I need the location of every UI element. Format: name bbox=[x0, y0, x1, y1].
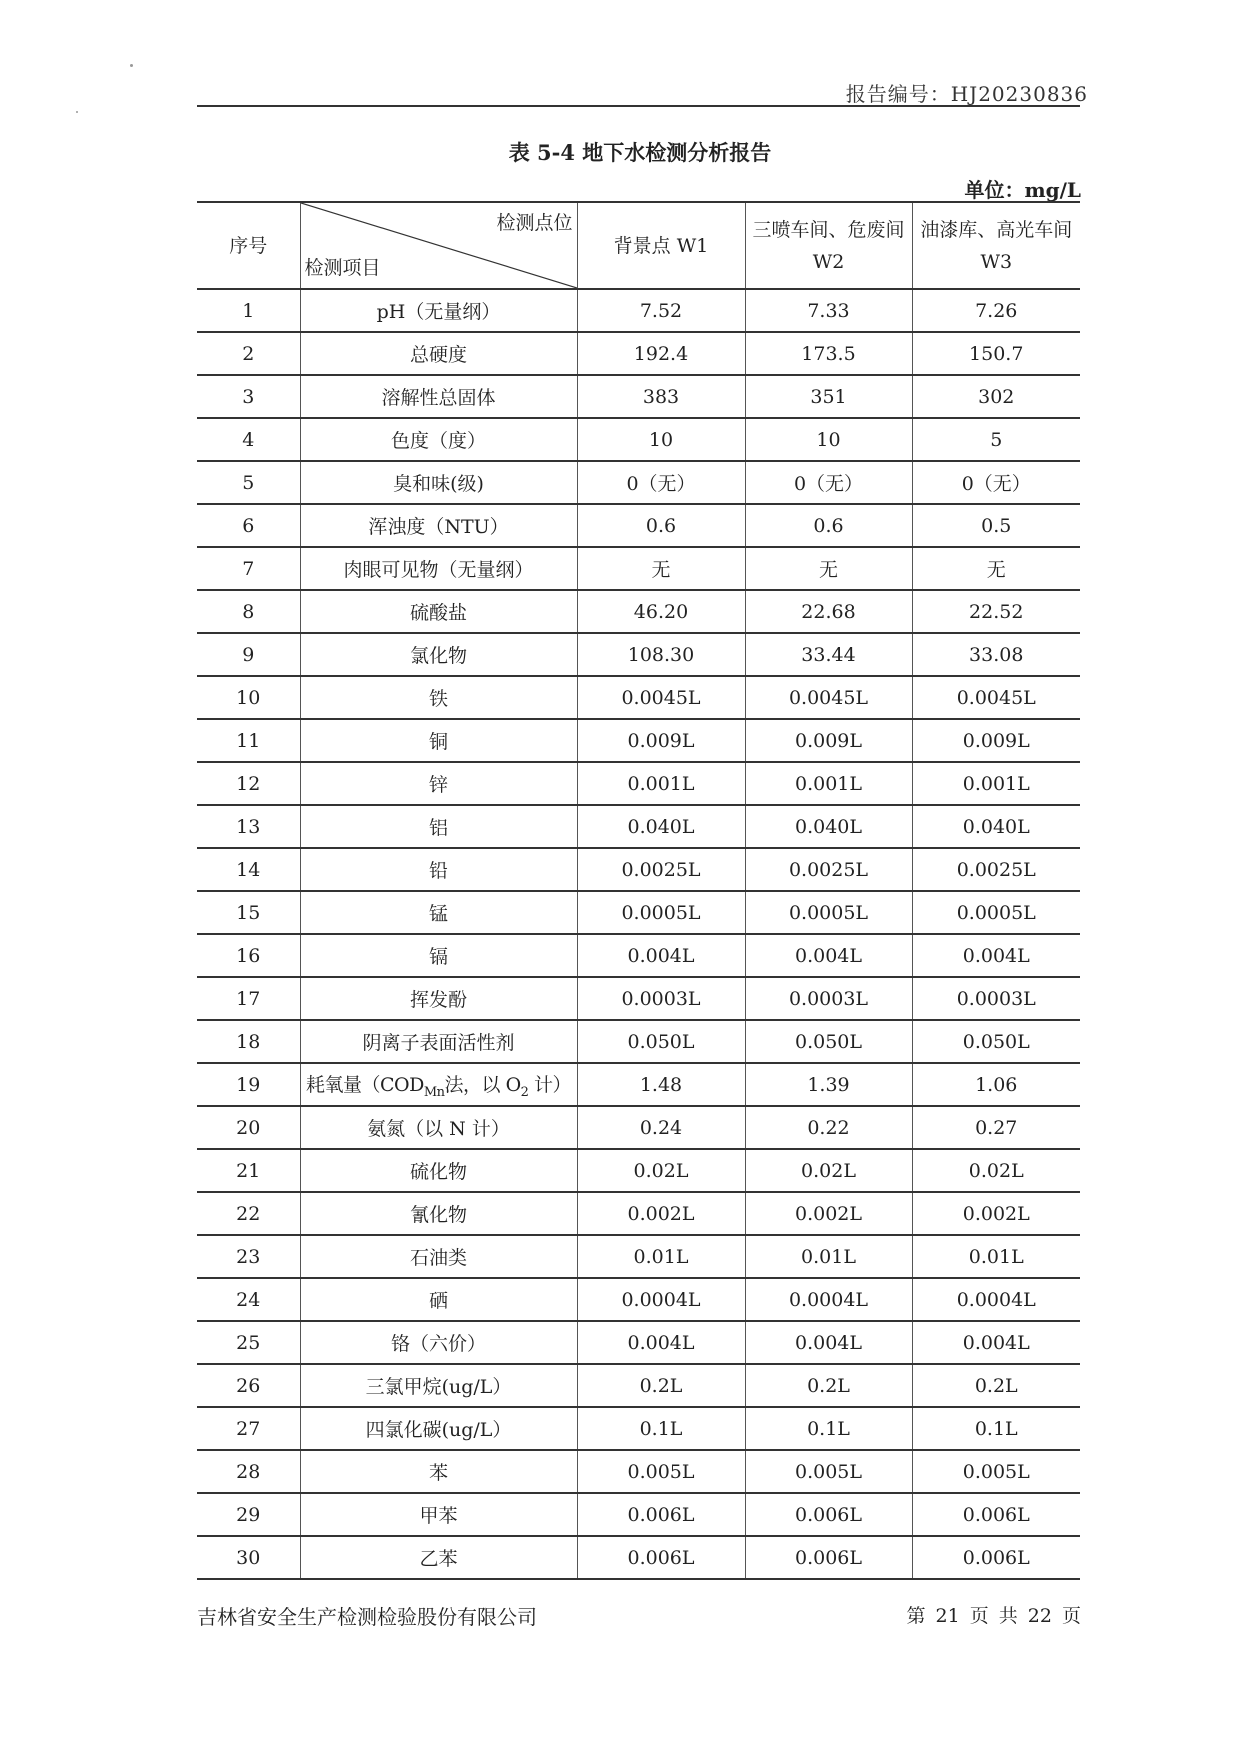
cell-w1: 0.02L bbox=[577, 1149, 745, 1192]
cell-w3: 0.004L bbox=[912, 934, 1080, 977]
cell-item: 氰化物 bbox=[300, 1192, 577, 1235]
cell-w2: 0.0003L bbox=[745, 977, 912, 1020]
cell-item: 阴离子表面活性剂 bbox=[300, 1020, 577, 1063]
cell-seq: 21 bbox=[197, 1149, 300, 1192]
table-row bbox=[197, 891, 1080, 934]
table-row bbox=[197, 1493, 1080, 1536]
cell-w2: 7.33 bbox=[745, 289, 912, 332]
cell-w1: 0.0004L bbox=[577, 1278, 745, 1321]
cell-w1: 0.0045L bbox=[577, 676, 745, 719]
cell-w2: 0.040L bbox=[745, 805, 912, 848]
cell-seq: 16 bbox=[197, 934, 300, 977]
cell-w2: 351 bbox=[745, 375, 912, 418]
header-w3 bbox=[912, 202, 1080, 289]
cell-w3: 0.006L bbox=[912, 1536, 1080, 1579]
header-location-label: 检测点位 bbox=[496, 212, 573, 234]
header-w1: 背景点 W1 bbox=[577, 202, 745, 289]
cell-seq: 15 bbox=[197, 891, 300, 934]
cell-w1: 0.009L bbox=[577, 719, 745, 762]
cell-w2: 0.001L bbox=[745, 762, 912, 805]
cell-w3: 0.0005L bbox=[912, 891, 1080, 934]
cell-w2: 0.01L bbox=[745, 1235, 912, 1278]
cell-seq: 2 bbox=[197, 332, 300, 375]
table-row bbox=[197, 762, 1080, 805]
cell-seq: 14 bbox=[197, 848, 300, 891]
cell-w2: 无 bbox=[745, 547, 912, 590]
table-row bbox=[197, 418, 1080, 461]
cell-seq: 13 bbox=[197, 805, 300, 848]
table-row bbox=[197, 1450, 1080, 1493]
cell-item: pH（无量纲） bbox=[300, 289, 577, 332]
cell-item bbox=[300, 1063, 577, 1106]
cell-seq: 9 bbox=[197, 633, 300, 676]
cell-w2: 33.44 bbox=[745, 633, 912, 676]
table-row bbox=[197, 461, 1080, 504]
table-row bbox=[197, 547, 1080, 590]
table-row bbox=[197, 633, 1080, 676]
cell-w3: 0.0004L bbox=[912, 1278, 1080, 1321]
cell-w3: 0.005L bbox=[912, 1450, 1080, 1493]
cell-item: 锰 bbox=[300, 891, 577, 934]
cell-seq: 7 bbox=[197, 547, 300, 590]
cell-w1: 0.2L bbox=[577, 1364, 745, 1407]
cell-seq: 22 bbox=[197, 1192, 300, 1235]
cell-item: 三氯甲烷(ug/L） bbox=[300, 1364, 577, 1407]
cell-seq: 28 bbox=[197, 1450, 300, 1493]
cell-w2: 0.02L bbox=[745, 1149, 912, 1192]
cell-w3: 0.0025L bbox=[912, 848, 1080, 891]
header-w2 bbox=[745, 202, 912, 289]
cell-item: 色度（度） bbox=[300, 418, 577, 461]
cell-w3: 22.52 bbox=[912, 590, 1080, 633]
cell-item: 硫化物 bbox=[300, 1149, 577, 1192]
cell-seq: 12 bbox=[197, 762, 300, 805]
cell-seq: 1 bbox=[197, 289, 300, 332]
table-row bbox=[197, 1192, 1080, 1235]
cell-w1: 0（无） bbox=[577, 461, 745, 504]
cell-item-part: 计） bbox=[528, 1073, 571, 1096]
header-w2-line2: W2 bbox=[812, 250, 845, 273]
cell-seq: 8 bbox=[197, 590, 300, 633]
cell-seq: 5 bbox=[197, 461, 300, 504]
cell-item-part: Mn bbox=[423, 1084, 445, 1100]
cell-w3: 1.06 bbox=[912, 1063, 1080, 1106]
cell-w1: 10 bbox=[577, 418, 745, 461]
cell-w2: 1.39 bbox=[745, 1063, 912, 1106]
cell-seq: 18 bbox=[197, 1020, 300, 1063]
cell-w1: 无 bbox=[577, 547, 745, 590]
cell-w3: 0.002L bbox=[912, 1192, 1080, 1235]
cell-w1: 192.4 bbox=[577, 332, 745, 375]
cell-w1: 0.050L bbox=[577, 1020, 745, 1063]
cell-w1: 0.004L bbox=[577, 1321, 745, 1364]
cell-seq: 6 bbox=[197, 504, 300, 547]
cell-w1: 0.0005L bbox=[577, 891, 745, 934]
table-row bbox=[197, 590, 1080, 633]
report-number: 报告编号：HJ20230836 bbox=[845, 82, 1088, 106]
table-row bbox=[197, 977, 1080, 1020]
header-w2-line1: 三喷车间、危废间 bbox=[752, 218, 905, 241]
cell-w2: 0.004L bbox=[745, 1321, 912, 1364]
cell-item: 四氯化碳(ug/L） bbox=[300, 1407, 577, 1450]
cell-w3: 33.08 bbox=[912, 633, 1080, 676]
cell-w3: 0（无） bbox=[912, 461, 1080, 504]
cell-seq: 19 bbox=[197, 1063, 300, 1106]
table-row bbox=[197, 504, 1080, 547]
cell-w2: 0（无） bbox=[745, 461, 912, 504]
cell-w3: 0.050L bbox=[912, 1020, 1080, 1063]
cell-w3: 0.5 bbox=[912, 504, 1080, 547]
header-item-label: 检测项目 bbox=[304, 257, 381, 279]
table-row bbox=[197, 1235, 1080, 1278]
cell-item: 铁 bbox=[300, 676, 577, 719]
cell-w2: 0.006L bbox=[745, 1493, 912, 1536]
cell-item: 肉眼可见物（无量纲） bbox=[300, 547, 577, 590]
cell-w1: 0.0025L bbox=[577, 848, 745, 891]
cell-w2: 0.005L bbox=[745, 1450, 912, 1493]
table-row bbox=[197, 1063, 1080, 1106]
cell-w3: 0.001L bbox=[912, 762, 1080, 805]
scan-speck bbox=[130, 64, 133, 67]
table-row bbox=[197, 1020, 1080, 1063]
cell-seq: 17 bbox=[197, 977, 300, 1020]
cell-item: 镉 bbox=[300, 934, 577, 977]
cell-w1: 0.004L bbox=[577, 934, 745, 977]
table-row bbox=[197, 1536, 1080, 1579]
table-row bbox=[197, 289, 1080, 332]
cell-item: 浑浊度（NTU） bbox=[300, 504, 577, 547]
cell-item: 乙苯 bbox=[300, 1536, 577, 1579]
cell-w2: 0.1L bbox=[745, 1407, 912, 1450]
cell-w3: 0.2L bbox=[912, 1364, 1080, 1407]
cell-w2: 173.5 bbox=[745, 332, 912, 375]
cell-w1: 0.002L bbox=[577, 1192, 745, 1235]
footer-page-number: 第 21 页 共 22 页 bbox=[906, 1605, 1081, 1627]
cell-item: 铝 bbox=[300, 805, 577, 848]
cell-w2: 0.6 bbox=[745, 504, 912, 547]
cell-w1: 0.0003L bbox=[577, 977, 745, 1020]
header-diagonal-cell bbox=[300, 202, 577, 289]
table-row bbox=[197, 934, 1080, 977]
table-row bbox=[197, 676, 1080, 719]
cell-item: 铅 bbox=[300, 848, 577, 891]
cell-item: 硫酸盐 bbox=[300, 590, 577, 633]
cell-w3: 无 bbox=[912, 547, 1080, 590]
cell-item: 氯化物 bbox=[300, 633, 577, 676]
scan-speck bbox=[76, 111, 78, 113]
cell-item: 氨氮（以 N 计） bbox=[300, 1106, 577, 1149]
cell-w1: 7.52 bbox=[577, 289, 745, 332]
cell-item: 苯 bbox=[300, 1450, 577, 1493]
table-row bbox=[197, 1278, 1080, 1321]
cell-w2: 0.002L bbox=[745, 1192, 912, 1235]
cell-w2: 10 bbox=[745, 418, 912, 461]
cell-item: 铜 bbox=[300, 719, 577, 762]
cell-w2: 0.009L bbox=[745, 719, 912, 762]
cell-w3: 0.006L bbox=[912, 1493, 1080, 1536]
table-row bbox=[197, 1149, 1080, 1192]
cell-w3: 0.004L bbox=[912, 1321, 1080, 1364]
table-row bbox=[197, 805, 1080, 848]
cell-w2: 0.0045L bbox=[745, 676, 912, 719]
cell-w3: 150.7 bbox=[912, 332, 1080, 375]
header-w3-line1: 油漆库、高光车间 bbox=[920, 218, 1073, 241]
cell-w1: 108.30 bbox=[577, 633, 745, 676]
cell-w2: 0.0025L bbox=[745, 848, 912, 891]
table-header-row bbox=[197, 202, 1080, 289]
cell-w3: 0.27 bbox=[912, 1106, 1080, 1149]
cell-item: 石油类 bbox=[300, 1235, 577, 1278]
cell-w2: 0.0004L bbox=[745, 1278, 912, 1321]
cell-w1: 1.48 bbox=[577, 1063, 745, 1106]
cell-w3: 0.02L bbox=[912, 1149, 1080, 1192]
table-row bbox=[197, 1364, 1080, 1407]
cell-item: 溶解性总固体 bbox=[300, 375, 577, 418]
cell-w2: 0.050L bbox=[745, 1020, 912, 1063]
cell-w2: 0.0005L bbox=[745, 891, 912, 934]
cell-w3: 5 bbox=[912, 418, 1080, 461]
cell-w1: 0.24 bbox=[577, 1106, 745, 1149]
cell-w2: 0.006L bbox=[745, 1536, 912, 1579]
cell-item: 总硬度 bbox=[300, 332, 577, 375]
unit-label: 单位：mg/L bbox=[964, 178, 1081, 202]
cell-w1: 383 bbox=[577, 375, 745, 418]
cell-seq: 25 bbox=[197, 1321, 300, 1364]
cell-w3: 7.26 bbox=[912, 289, 1080, 332]
cell-item: 铬（六价） bbox=[300, 1321, 577, 1364]
cell-w3: 0.1L bbox=[912, 1407, 1080, 1450]
cell-seq: 4 bbox=[197, 418, 300, 461]
cell-w1: 0.1L bbox=[577, 1407, 745, 1450]
cell-w1: 0.006L bbox=[577, 1536, 745, 1579]
cell-seq: 11 bbox=[197, 719, 300, 762]
cell-w1: 0.01L bbox=[577, 1235, 745, 1278]
cell-w1: 0.6 bbox=[577, 504, 745, 547]
cell-item-part: 2 bbox=[520, 1084, 529, 1100]
cell-seq: 3 bbox=[197, 375, 300, 418]
cell-item: 挥发酚 bbox=[300, 977, 577, 1020]
cell-w2: 0.22 bbox=[745, 1106, 912, 1149]
cell-w2: 0.2L bbox=[745, 1364, 912, 1407]
cell-w3: 302 bbox=[912, 375, 1080, 418]
cell-item: 硒 bbox=[300, 1278, 577, 1321]
cell-item-part: 法，以 O bbox=[444, 1073, 521, 1096]
table-row bbox=[197, 1407, 1080, 1450]
table-row bbox=[197, 719, 1080, 762]
cell-w1: 0.001L bbox=[577, 762, 745, 805]
cell-seq: 27 bbox=[197, 1407, 300, 1450]
cell-w2: 0.004L bbox=[745, 934, 912, 977]
cell-w3: 0.01L bbox=[912, 1235, 1080, 1278]
cell-item: 臭和味(级) bbox=[300, 461, 577, 504]
cell-seq: 24 bbox=[197, 1278, 300, 1321]
table-row bbox=[197, 332, 1080, 375]
cell-w1: 0.005L bbox=[577, 1450, 745, 1493]
cell-w3: 0.009L bbox=[912, 719, 1080, 762]
footer-company: 吉林省安全生产检测检验股份有限公司 bbox=[197, 1605, 537, 1629]
cell-w1: 0.006L bbox=[577, 1493, 745, 1536]
cell-seq: 29 bbox=[197, 1493, 300, 1536]
cell-seq: 26 bbox=[197, 1364, 300, 1407]
table-row bbox=[197, 1321, 1080, 1364]
header-seq: 序号 bbox=[197, 202, 300, 289]
cell-w2: 22.68 bbox=[745, 590, 912, 633]
cell-w1: 0.040L bbox=[577, 805, 745, 848]
cell-w3: 0.0045L bbox=[912, 676, 1080, 719]
table-row bbox=[197, 848, 1080, 891]
header-rule bbox=[197, 105, 1080, 107]
table-title: 表 5-4 地下水检测分析报告 bbox=[508, 140, 772, 165]
cell-seq: 10 bbox=[197, 676, 300, 719]
cell-w3: 0.0003L bbox=[912, 977, 1080, 1020]
header-w3-line2: W3 bbox=[980, 250, 1013, 273]
cell-item: 甲苯 bbox=[300, 1493, 577, 1536]
cell-item: 锌 bbox=[300, 762, 577, 805]
cell-w1: 46.20 bbox=[577, 590, 745, 633]
cell-w3: 0.040L bbox=[912, 805, 1080, 848]
cell-seq: 23 bbox=[197, 1235, 300, 1278]
cell-seq: 20 bbox=[197, 1106, 300, 1149]
table-row bbox=[197, 375, 1080, 418]
cell-item-part: 耗氧量（COD bbox=[306, 1073, 424, 1096]
table-row bbox=[197, 1106, 1080, 1149]
cell-seq: 30 bbox=[197, 1536, 300, 1579]
groundwater-results-table bbox=[197, 201, 1080, 1580]
